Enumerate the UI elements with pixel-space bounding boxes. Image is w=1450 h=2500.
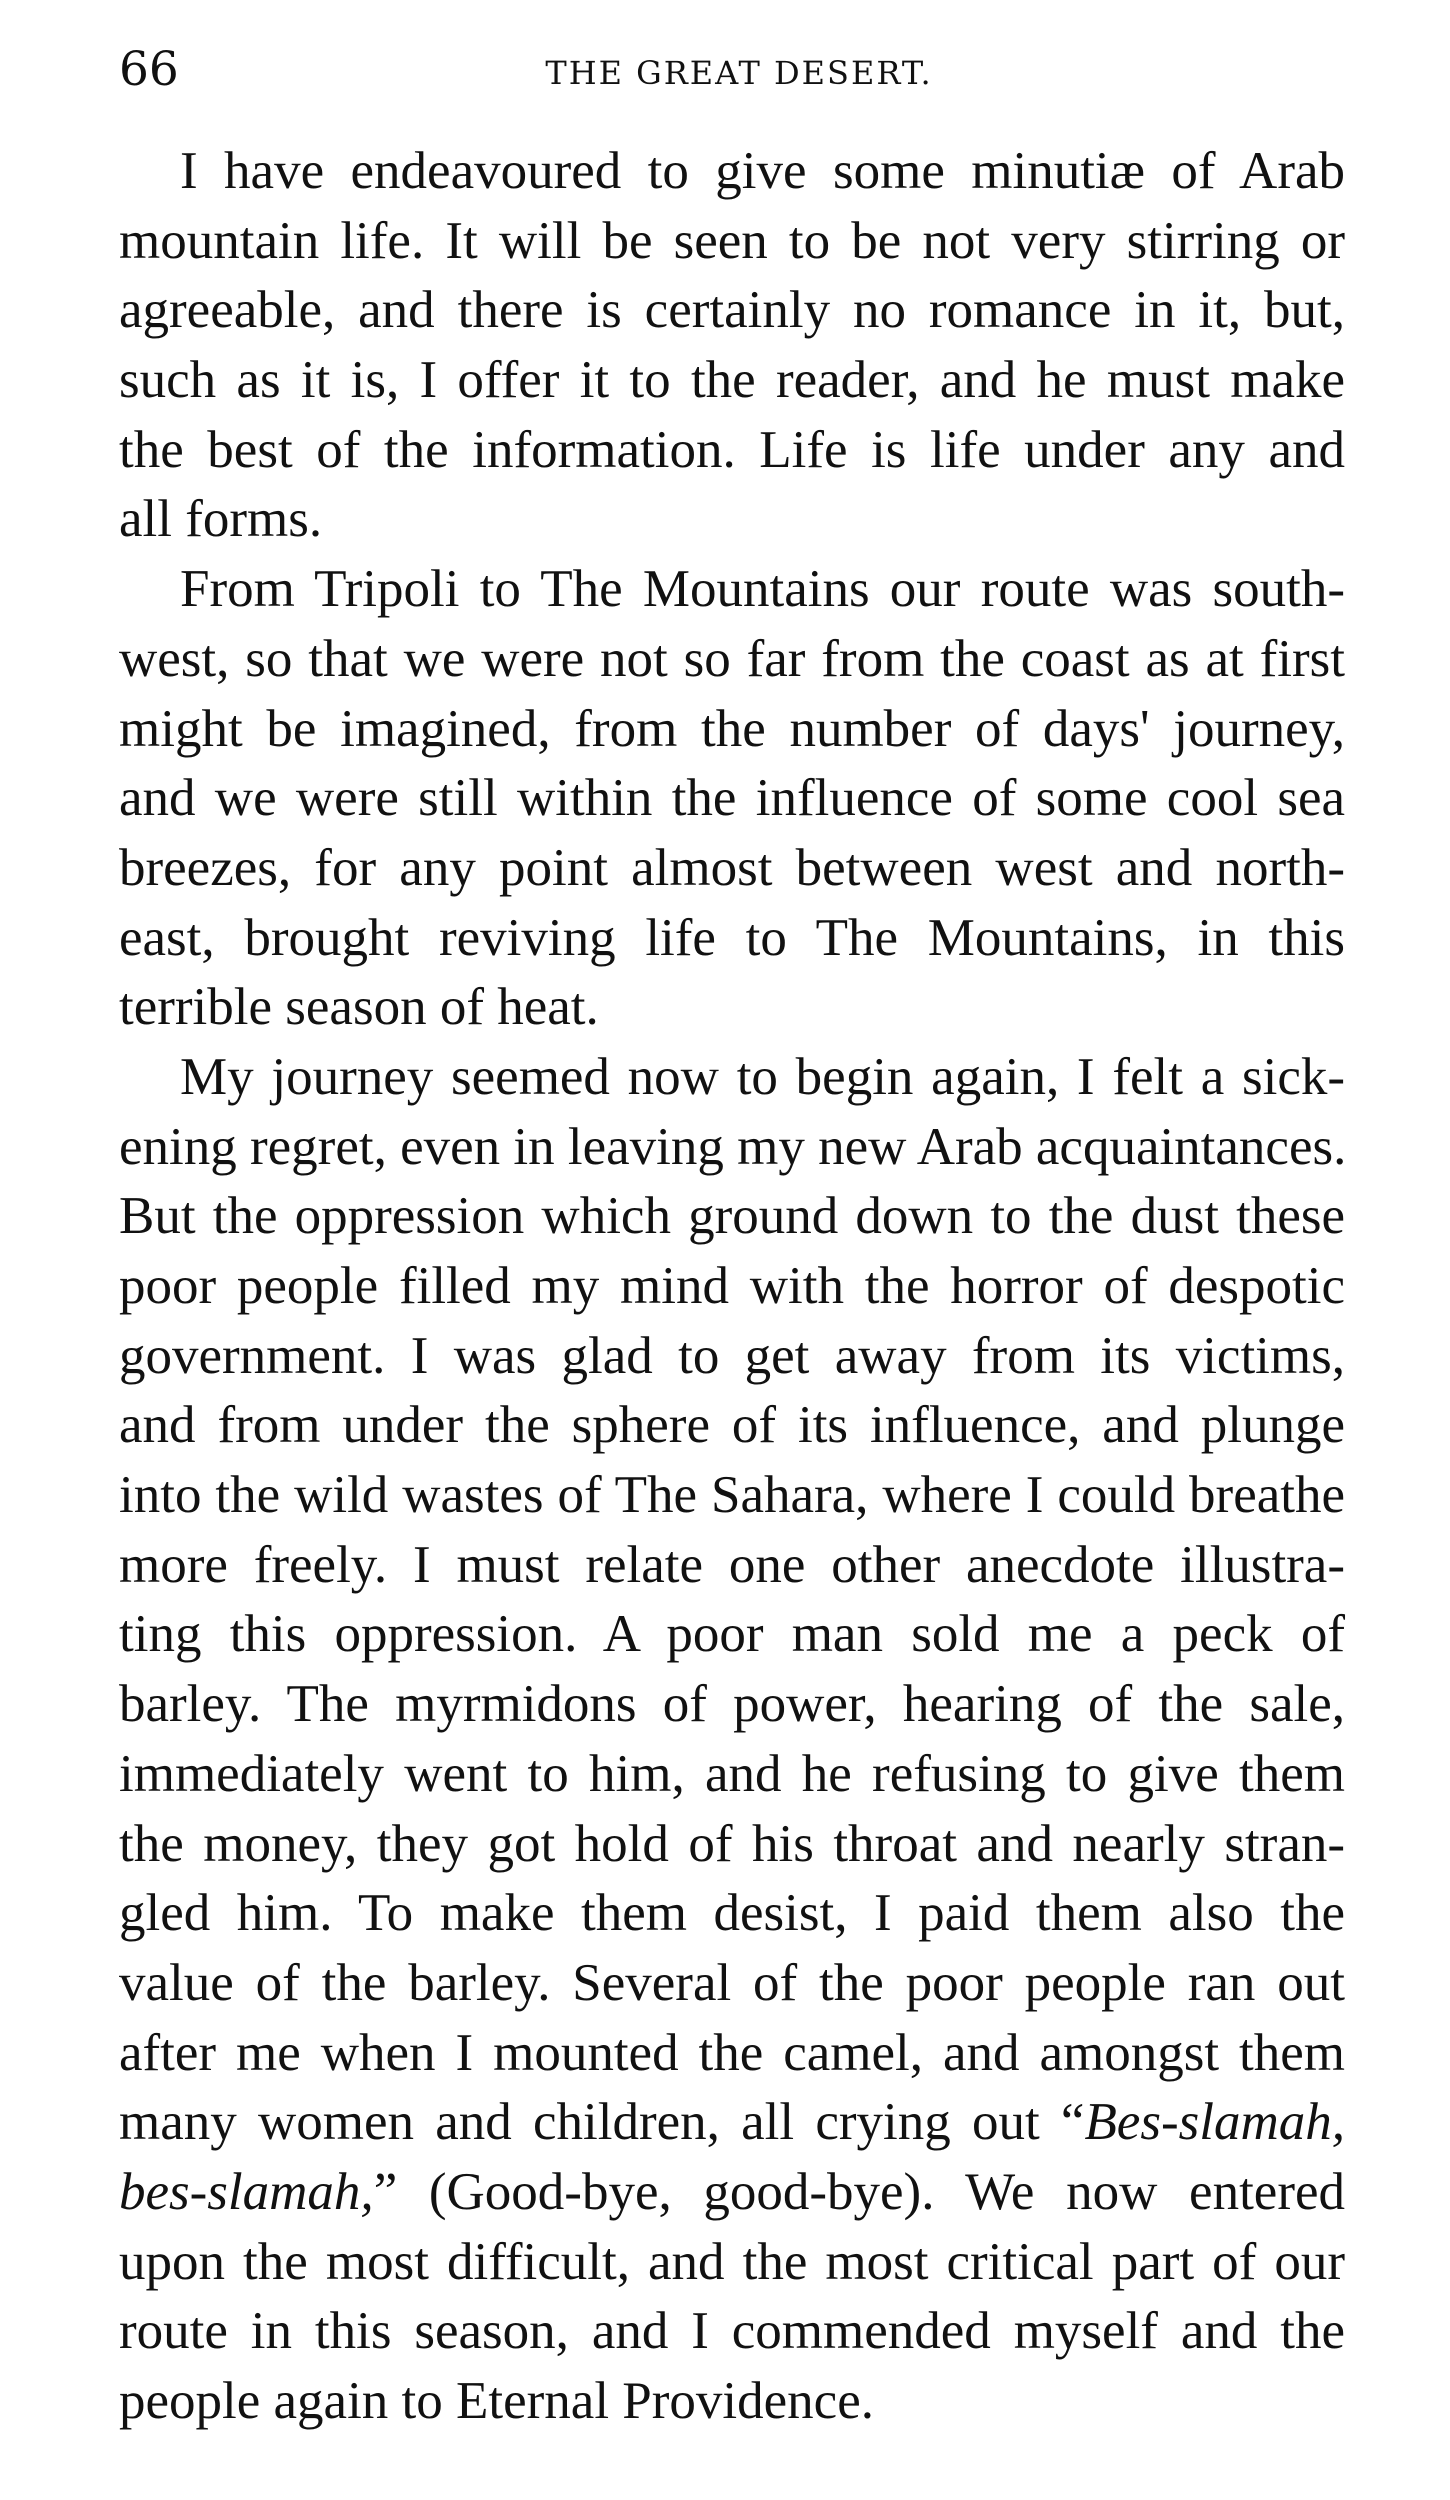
text-line: terrible season of heat. xyxy=(119,978,599,1037)
text-line: the money, they got hold of his throat and nearly stran- xyxy=(119,1814,1345,1873)
text-line: agreeable, and there is certainly no romance in it, but, xyxy=(119,281,1345,340)
text-line: I have endeavoured to give some minutiæ of Arab xyxy=(180,142,1345,200)
text-line: all forms. xyxy=(119,490,323,549)
text-line: breezes, for any point almost between west and north- xyxy=(119,838,1345,897)
text-line: and we were still within the influence of some cool sea xyxy=(119,769,1345,828)
text-line: people again to Eternal Providence. xyxy=(119,2372,874,2430)
text-line: such as it is, I offer it to the reader, and he must make xyxy=(119,351,1345,410)
text-line: east, brought reviving life to The Mountains, in this xyxy=(119,908,1345,967)
text-line: more freely. I must relate one other anecdote illustra- xyxy=(119,1535,1345,1594)
text-line: poor people filled my mind with the horror of despotic xyxy=(119,1257,1345,1315)
text-line: route in this season, and I commended myself and the xyxy=(119,2302,1345,2361)
text-line: barley. The myrmidons of power, hearing of the sale, xyxy=(119,1675,1345,1734)
text-line: bes-slamah,” (Good-bye, good-bye). We now entered xyxy=(119,2162,1345,2221)
text-line: into the wild wastes of The Sahara, where I could breathe xyxy=(119,1466,1345,1525)
running-title: THE GREAT DESERT. xyxy=(545,54,933,92)
text-line: the best of the information. Life is life under any and xyxy=(119,420,1345,479)
text-line: and from under the sphere of its influence, and plunge xyxy=(119,1396,1345,1455)
text-line: west, so that we were not so far from the coast as at first xyxy=(119,629,1345,688)
text-line: many women and children, all crying out “Bes-slamah, xyxy=(119,2093,1345,2152)
text-line: might be imagined, from the number of days' journey, xyxy=(119,699,1345,758)
text-line: ening regret, even in leaving my new Arab acquaintances. xyxy=(119,1117,1347,1176)
page-number: 66 xyxy=(119,42,179,97)
body-text xyxy=(119,137,1345,2437)
text-line: mountain life. It will be seen to be not very stirring or xyxy=(119,211,1345,270)
text-line: My journey seemed now to begin again, I felt a sick- xyxy=(180,1047,1345,1106)
text-line: value of the barley. Several of the poor people ran out xyxy=(119,1953,1345,2012)
text-line: gled him. To make them desist, I paid them also the xyxy=(119,1884,1345,1943)
text-line: government. I was glad to get away from its victims, xyxy=(119,1326,1345,1385)
text-line: after me when I mounted the camel, and amongst them xyxy=(119,2023,1345,2082)
text-line: ting this oppression. A poor man sold me a peck of xyxy=(119,1605,1345,1664)
text-line: From Tripoli to The Mountains our route was south- xyxy=(180,560,1345,619)
text-line: But the oppression which ground down to the dust these xyxy=(119,1187,1345,1246)
text-line: upon the most difficult, and the most critical part of our xyxy=(119,2232,1345,2291)
running-head xyxy=(119,40,1359,100)
text-line: immediately went to him, and he refusing to give them xyxy=(119,1744,1345,1803)
